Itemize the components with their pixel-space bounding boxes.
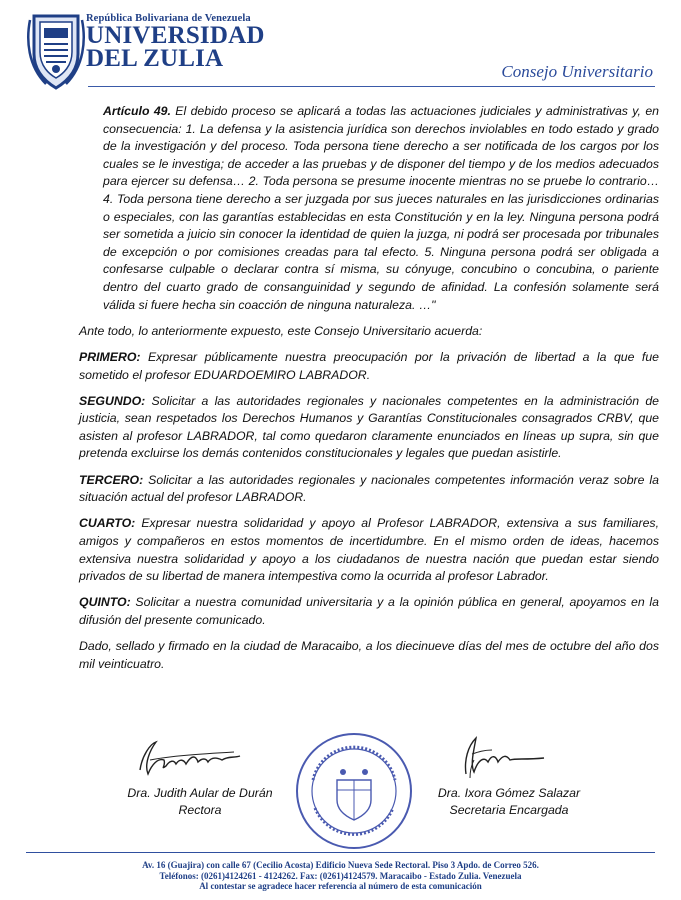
- university-name: [86, 13, 265, 70]
- secretary-title: Secretaria Encargada: [449, 803, 569, 817]
- footer-divider: [26, 852, 655, 853]
- article-49-quote: [79, 103, 659, 314]
- official-seal-stamp-icon: [293, 730, 415, 852]
- article-label: Artículo 49.: [103, 104, 171, 118]
- resolution-text: Expresar públicamente nuestra preocupación por la privación de libertad a la que fue sometido el profesor EDUARDOEMIRO LABRADOR.: [79, 349, 659, 382]
- resolution-text: Expresar nuestra solidaridad y apoyo al Profesor LABRADOR, extensiva a sus familiares, amigos y compañeros en estos momentos de incertidumbre. En el mismo orden de ideas, hacemos extensiva nuestra solidaridad y apoyo a los ciudadanos de nuestra nación que puedan estar siendo privados de su libertad de manera intempestiva como la ocurrida al profesor Labrador.: [79, 516, 659, 584]
- footer-line-1: Av. 16 (Guajira) con calle 67 (Cecilio Acosta) Edificio Nueva Sede Rectoral. Piso 3 Apdo. de Correo 526.: [142, 860, 539, 870]
- header-divider: [88, 86, 655, 87]
- intro-paragraph: Ante todo, lo anteriormente expuesto, este Consejo Universitario acuerda:: [79, 323, 483, 338]
- resolution-label: PRIMERO:: [79, 349, 141, 364]
- resolution-label: QUINTO:: [79, 595, 131, 610]
- resolution-label: TERCERO:: [79, 472, 144, 487]
- country-name: República Bolivariana de Venezuela: [86, 13, 251, 24]
- resolution-fourth: [79, 515, 659, 585]
- signatory-secretary: [414, 730, 604, 819]
- university-line-2: DEL ZULIA: [86, 45, 224, 72]
- signature-left-icon: [110, 730, 290, 780]
- resolution-text: Solicitar a las autoridades regionales y nacionales competentes en la administración de justicia, sean respetados los Derechos Humanos y Garantías Constitucionales consagrados CRBV, que asisten al profesor LABRADOR, tal como quedaron claramente enunciados en líneas up supra, sin que pretenda excluirse los demás contenidos constitucionales y legales que puedan asistirle.: [79, 393, 659, 461]
- resolution-text: Solicitar a las autoridades regionales y nacionales competentes información veraz sobre la situación actual del profesor LABRADOR.: [79, 472, 659, 505]
- signature-right-icon: [414, 730, 604, 780]
- document-body: [79, 103, 659, 682]
- resolution-fifth: [79, 594, 659, 629]
- closing-paragraph: Dado, sellado y firmado en la ciudad de Maracaibo, a los diecinueve días del mes de octubre del año dos mil veinticuatro.: [79, 639, 659, 671]
- resolution-first: [79, 349, 659, 384]
- rector-title: Rectora: [178, 803, 222, 817]
- resolution-label: SEGUNDO:: [79, 393, 146, 408]
- secretary-name: Dra. Ixora Gómez Salazar: [437, 786, 581, 800]
- resolution-third: [79, 472, 659, 507]
- article-text: El debido proceso se aplicará a todas las actuaciones judiciales y administrativas y, en consecuencia: 1. La defensa y la asistencia jurídica son derechos inviolables en todo estado y grado de la investigación y del proceso. Toda persona tiene derecho a ser notificada de los cargos por los cuales se le investiga; de acceder a las pruebas y de disponer del tiempo y de los medios adecuados para ejercer su defensa… 2. Toda persona se presume inocente mientras no se pruebe lo contrario… 4. Toda persona tiene derecho a ser juzgada por sus jueces naturales en las jurisdicciones ordinarias o especiales, con las garantías establecidas en esta Constitución y en la ley. Ninguna persona podrá ser sometida a juicio sin conocer la identidad de quien la juzga, ni podrá ser procesada por tribunales de excepción o por comisiones creadas para tal efecto. 5. Ninguna persona podrá ser obligada a confesarse culpable o declarar contra sí misma, su cónyuge, concubino o concubina, o pariente dentro del cuarto grado de consanguinidad y segundo de afinidad. La confesión solamente será válida si fuere hecha sin coacción de ninguna naturaleza. …": [103, 104, 660, 312]
- resolution-second: [79, 393, 659, 463]
- resolution-label: CUARTO:: [79, 516, 136, 531]
- footer-line-2: Teléfonos: (0261)4124261 - 4124262. Fax: (0261)4124579. Maracaibo - Estado Zulia. Venezuela: [159, 870, 522, 881]
- rector-name: Dra. Judith Aular de Durán: [127, 786, 273, 800]
- university-line-1: UNIVERSIDAD: [86, 22, 265, 49]
- footer-address: [0, 860, 681, 892]
- university-crest-logo: [26, 10, 86, 92]
- signatory-rector: [110, 730, 290, 819]
- footer-line-3: Al contestar se agradece hacer referencia al número de esta comunicación: [199, 881, 482, 891]
- resolution-text: Solicitar a nuestra comunidad universitaria y a la opinión pública en general, apoyamos en la difusión del presente comunicado.: [79, 595, 659, 627]
- signature-block: [0, 730, 681, 850]
- letterhead: [0, 0, 681, 100]
- council-title: Consejo Universitario: [501, 62, 653, 81]
